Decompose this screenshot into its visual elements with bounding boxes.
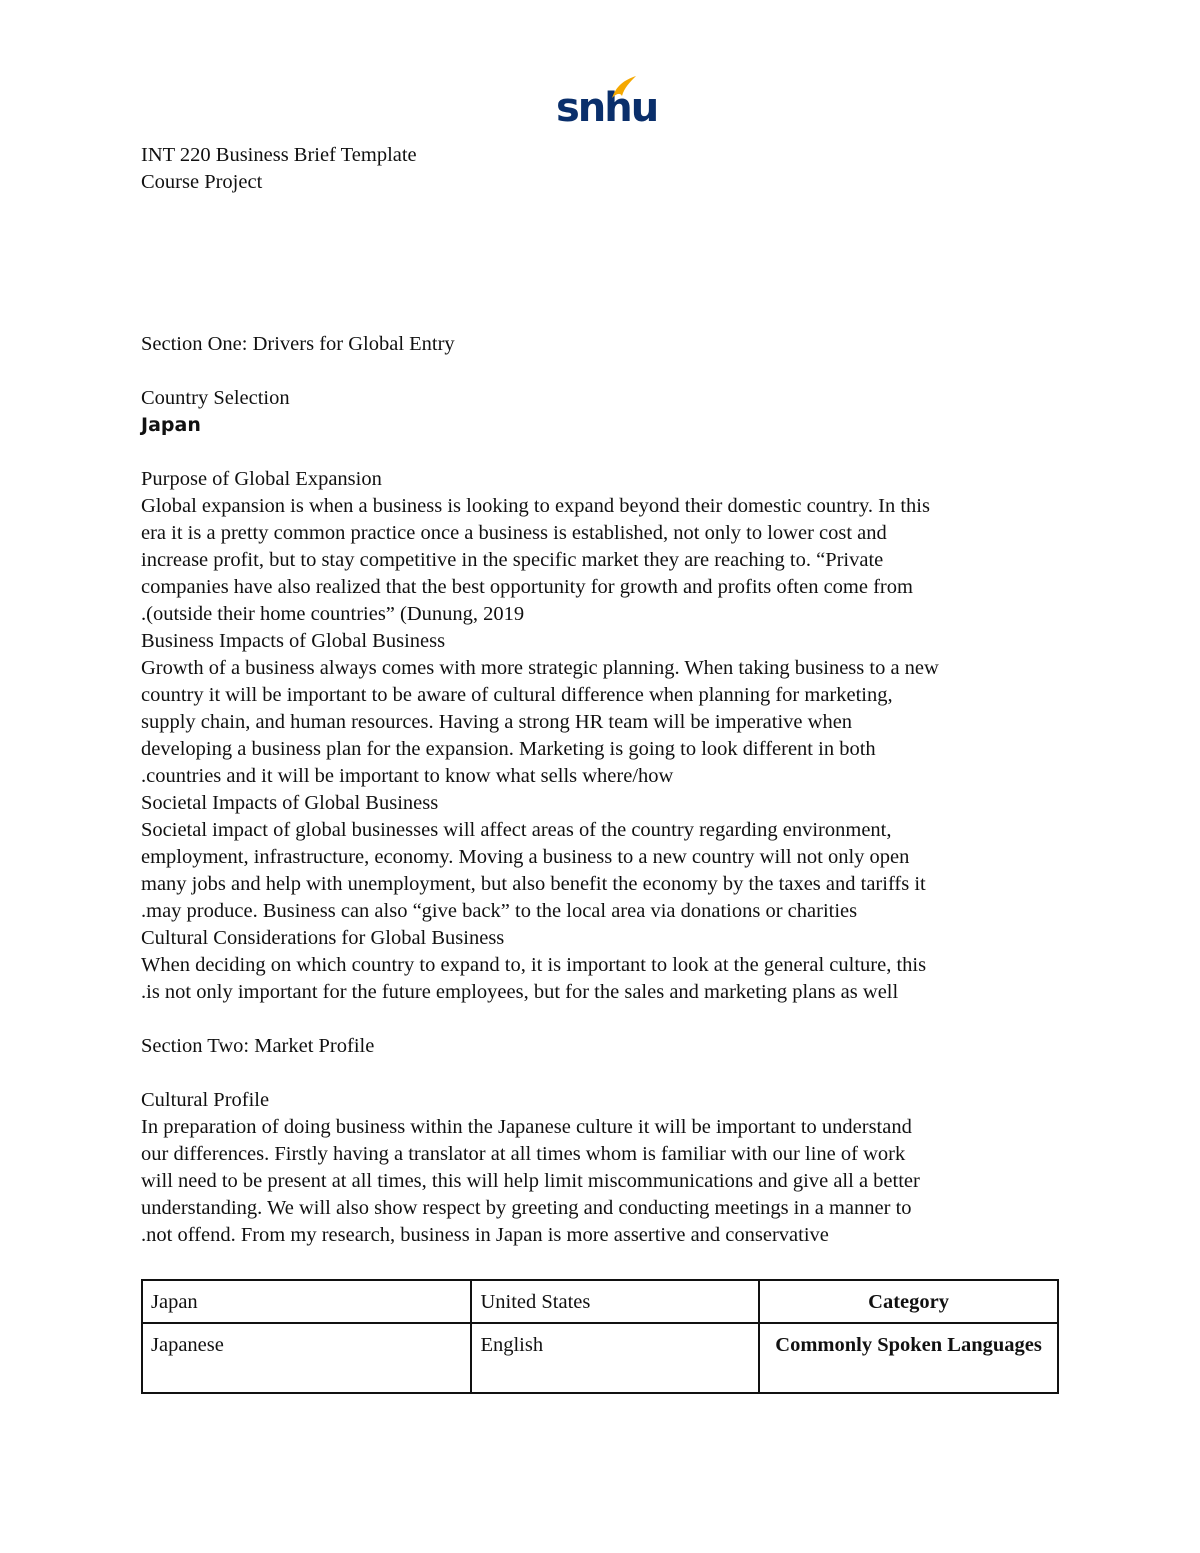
purpose-line: .(outside their home countries” (Dunung, 2019 bbox=[141, 603, 525, 625]
business-impacts-line: supply chain, and human resources. Having a strong HR team will be imperative when bbox=[141, 711, 853, 733]
cultural-profile-line: our differences. Firstly having a translator at all times whom is familiar with our line of work bbox=[141, 1143, 906, 1165]
table-cell: English bbox=[471, 1323, 759, 1393]
societal-impacts-line: employment, infrastructure, economy. Moving a business to a new country will not only open bbox=[141, 846, 910, 868]
societal-impacts-line: .may produce. Business can also “give back” to the local area via donations or charities bbox=[141, 900, 858, 922]
table-cell: Japanese bbox=[142, 1323, 471, 1393]
spacer bbox=[141, 439, 1061, 466]
section-two-heading: Section Two: Market Profile bbox=[141, 1035, 375, 1057]
cultural-considerations-line: .is not only important for the future employees, but for the sales and marketing plans as well bbox=[141, 981, 899, 1003]
document-subtitle: Course Project bbox=[141, 171, 263, 193]
table-cell: United States bbox=[471, 1280, 759, 1323]
societal-impacts-line: Societal impact of global businesses will affect areas of the country regarding environment, bbox=[141, 819, 892, 841]
purpose-line: companies have also realized that the best opportunity for growth and profits often come from bbox=[141, 576, 913, 598]
spacer bbox=[141, 1006, 1061, 1033]
country-value: Japan bbox=[141, 414, 201, 436]
purpose-line: era it is a pretty common practice once a business is established, not only to lower cost and bbox=[141, 522, 887, 544]
logo-wordmark: snhu bbox=[556, 85, 658, 131]
comparison-table bbox=[141, 1279, 1059, 1394]
purpose-line: increase profit, but to stay competitive in the specific market they are reaching to. “Private bbox=[141, 549, 884, 571]
comparison-table-wrap bbox=[141, 1279, 1059, 1394]
business-impacts-line: Growth of a business always comes with more strategic planning. When taking business to a new bbox=[141, 657, 939, 679]
cultural-considerations-line: When deciding on which country to expand to, it is important to look at the general culture, this bbox=[141, 954, 927, 976]
snhu-logo bbox=[552, 74, 658, 134]
cultural-profile-line: will need to be present at all times, this will help limit miscommunications and give all a better bbox=[141, 1170, 920, 1192]
table-header-cell: Category bbox=[759, 1280, 1058, 1323]
cultural-profile-line: .not offend. From my research, business in Japan is more assertive and conservative bbox=[141, 1224, 829, 1246]
flame-icon bbox=[610, 74, 638, 100]
cultural-profile-line: understanding. We will also show respect by greeting and conducting meetings in a manner to bbox=[141, 1197, 912, 1219]
purpose-label: Purpose of Global Expansion bbox=[141, 468, 382, 490]
table-header-cell: Commonly Spoken Languages bbox=[759, 1323, 1058, 1393]
purpose-line: Global expansion is when a business is looking to expand beyond their domestic country. In this bbox=[141, 495, 930, 517]
country-selection-label: Country Selection bbox=[141, 387, 290, 409]
societal-impacts-line: many jobs and help with unemployment, but also benefit the economy by the taxes and tariffs it bbox=[141, 873, 926, 895]
spacer bbox=[141, 196, 1061, 331]
cultural-considerations-label: Cultural Considerations for Global Business bbox=[141, 927, 505, 949]
business-impacts-line: country it will be important to be aware of cultural difference when planning for marketing, bbox=[141, 684, 893, 706]
business-impacts-line: developing a business plan for the expansion. Marketing is going to look different in both bbox=[141, 738, 876, 760]
table-row bbox=[142, 1280, 1058, 1323]
business-impacts-label: Business Impacts of Global Business bbox=[141, 630, 446, 652]
spacer bbox=[141, 358, 1061, 385]
cultural-profile-label: Cultural Profile bbox=[141, 1089, 270, 1111]
document-title: INT 220 Business Brief Template bbox=[141, 144, 417, 166]
spacer bbox=[141, 1060, 1061, 1087]
societal-impacts-label: Societal Impacts of Global Business bbox=[141, 792, 439, 814]
table-row bbox=[142, 1323, 1058, 1393]
business-impacts-line: .countries and it will be important to know what sells where/how bbox=[141, 765, 674, 787]
section-one-heading: Section One: Drivers for Global Entry bbox=[141, 333, 455, 355]
cultural-profile-line: In preparation of doing business within the Japanese culture it will be important to understand bbox=[141, 1116, 912, 1138]
table-cell: Japan bbox=[142, 1280, 471, 1323]
document-body bbox=[141, 142, 1061, 1249]
